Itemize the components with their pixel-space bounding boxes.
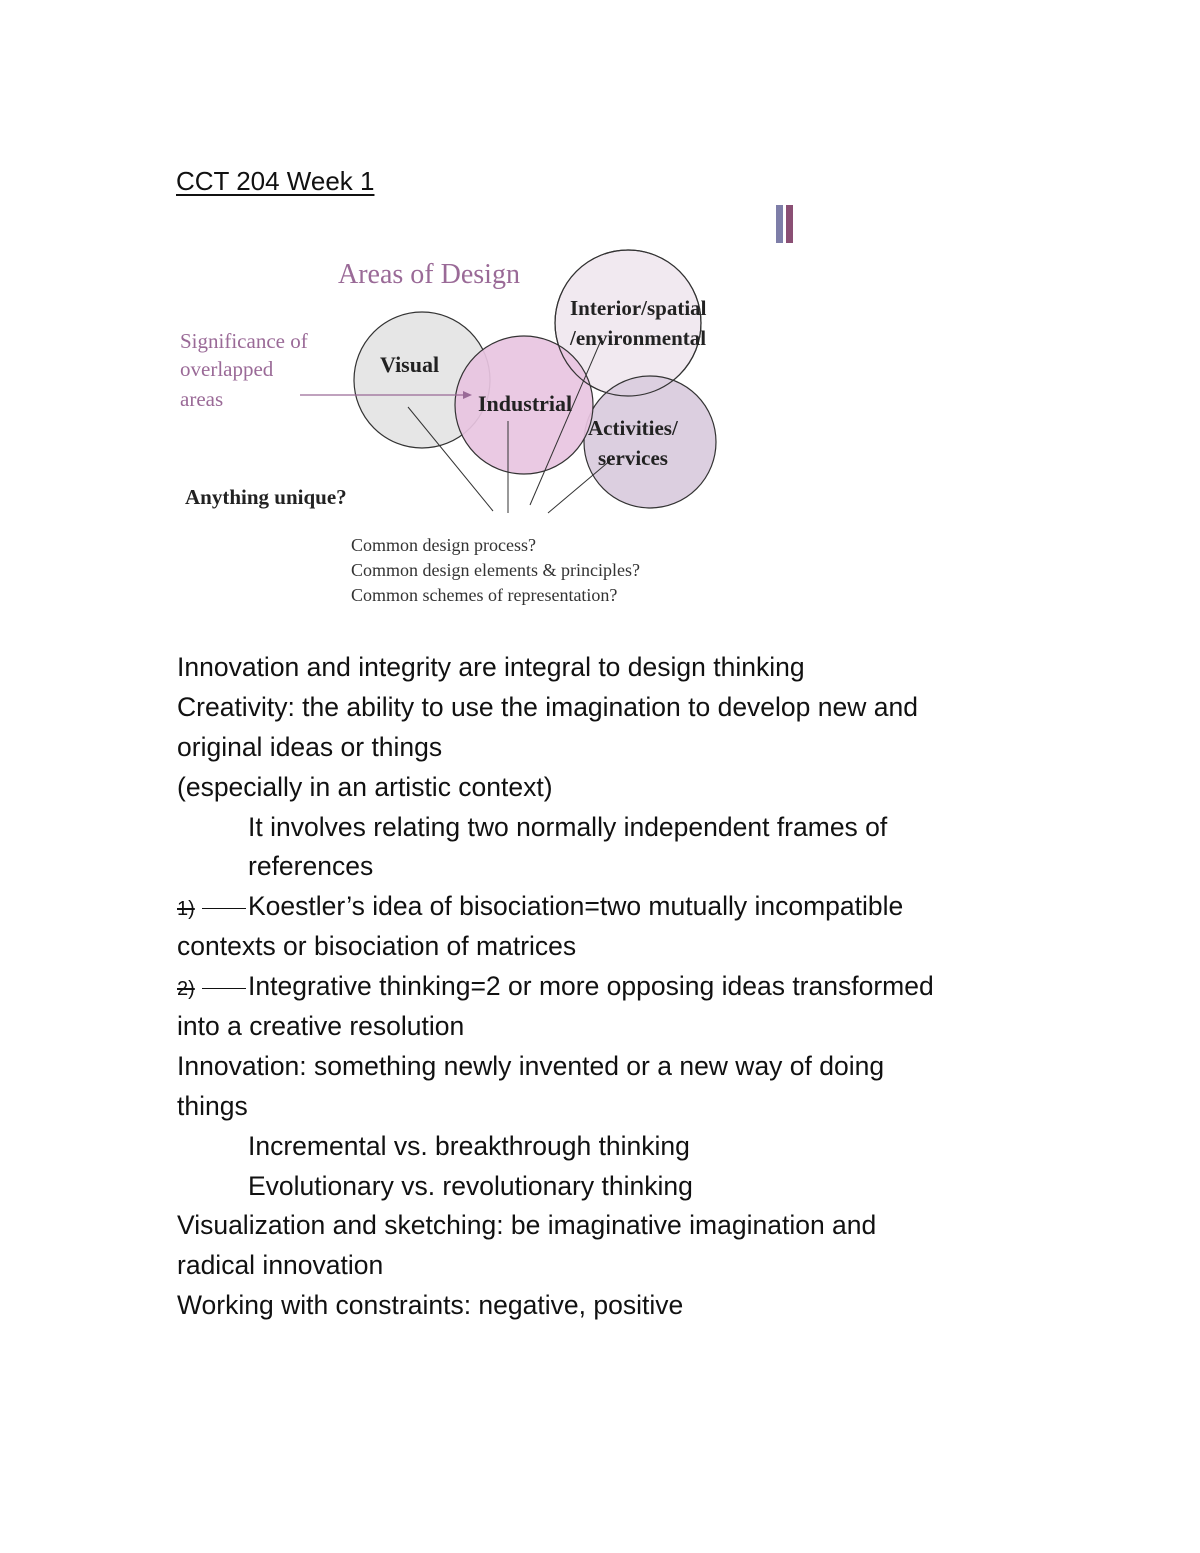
interior-label: /environmental [570, 326, 707, 350]
side-label-line: areas [180, 387, 224, 411]
note-line-indented: Incremental vs. breakthrough thinking [248, 1130, 690, 1161]
list-number: 2) [177, 967, 248, 1010]
activities-circle [584, 376, 716, 508]
bookmark-marker-icon [776, 205, 796, 243]
numbered-note: 1) Koestler’s idea of bisociation=two mutually incompatible [177, 887, 1077, 927]
areas-of-design-diagram [170, 245, 770, 615]
numbered-note: 2) Integrative thinking=2 or more opposing ideas transformed [177, 967, 1077, 1007]
note-line-indented: references [248, 851, 374, 882]
note-line: original ideas or things [177, 731, 443, 762]
side-label-line: Significance of [180, 329, 308, 353]
page-title: CCT 204 Week 1 [176, 166, 375, 196]
activities-label: services [598, 446, 668, 470]
diagram-title: Areas of Design [338, 259, 520, 290]
common-label: Common design process? [351, 535, 536, 555]
common-label: Common schemes of representation? [351, 585, 618, 605]
common-label: Common design elements & principles? [351, 560, 640, 580]
note-line: Innovation and integrity are integral to design thinking [177, 652, 805, 682]
note-line: Creativity: the ability to use the imagination to develop new and [177, 691, 918, 722]
note-line: Visualization and sketching: be imaginative imagination and [177, 1210, 877, 1241]
note-line-indented: Evolutionary vs. revolutionary thinking [248, 1170, 693, 1201]
visual-label: Visual [380, 352, 440, 377]
side-label-line: overlapped [180, 357, 274, 381]
note-line-indented: It involves relating two normally independent frames of [248, 811, 888, 842]
note-line: into a creative resolution [177, 1011, 465, 1042]
note-line: radical innovation [177, 1250, 384, 1281]
note-line: Innovation: something newly invented or a new way of doing [177, 1050, 885, 1081]
note-line: Working with constraints: negative, positive [177, 1290, 684, 1321]
industrial-label: Industrial [478, 391, 573, 416]
notes-body [177, 648, 1077, 1326]
interior-label: Interior/spatial [570, 296, 707, 320]
activities-label: Activities/ [588, 416, 678, 440]
list-number: 1) [177, 887, 248, 930]
unique-label: Anything unique? [185, 485, 347, 509]
note-line: (especially in an artistic context) [177, 771, 553, 802]
note-line: things [177, 1090, 248, 1121]
note-line: contexts or bisociation of matrices [177, 931, 577, 962]
